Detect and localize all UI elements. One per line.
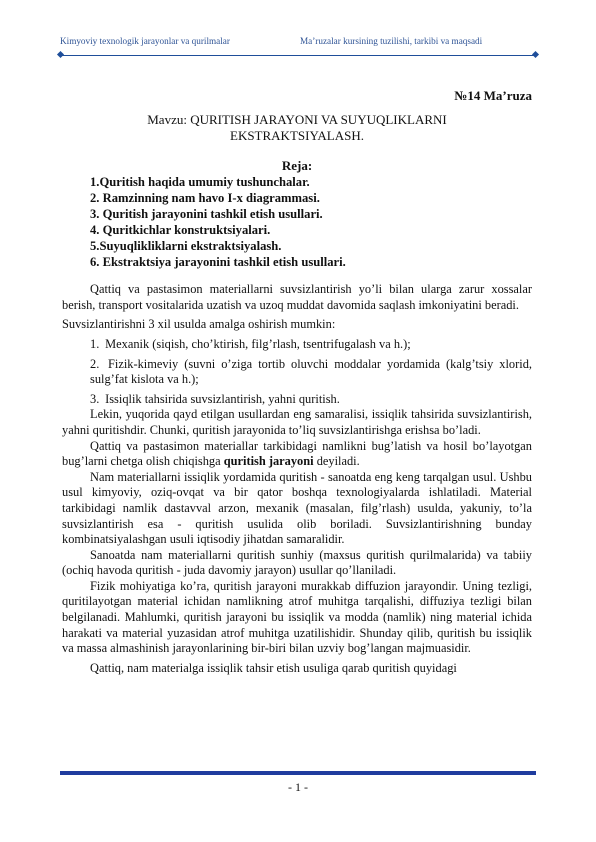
header-left-title: Kimyoviy texnologik jarayonlar va qurilmalar (60, 36, 230, 46)
paragraph-text: Qattiq va pastasimon materiallar tarkibidagi namlikni bug’latish va hosil bo’layotgan bug’larni chetga olish chiqishga (62, 438, 532, 469)
plan-item: 4. Quritkichlar konstruktsiyalari. (90, 223, 271, 238)
plan-item: 3. Quritish jarayonini tashkil etish usullari. (90, 207, 323, 222)
topic-line-1: Mavzu: QURITISH JARAYONI VA SUYUQLIKLARNI (147, 111, 447, 127)
header-rule-end-right (532, 51, 539, 58)
term-highlight: quritish jarayoni (223, 454, 314, 469)
method-item (62, 392, 532, 408)
method-item (62, 357, 532, 388)
plan-item: 5.Suyuqlikliklarni ekstraktsiyalash. (90, 239, 282, 254)
method-text: Mexanik (siqish, cho’ktirish, filg’rlash, tsentrifugalash va h.); (105, 336, 411, 351)
header-right-title: Ma’ruzalar kursining tuzilishi, tarkibi va maqsadi (300, 36, 483, 46)
paragraph: Nam materiallarni issiqlik yordamida quritish - sanoatda eng keng tarqalgan usul. Ushbu usul kimyoviy, oziq-ovqat va bir qator boshqa texnologiyalarda ishlatiladi. Material tarkibidagi namlik dastavval arzon, mexanik (masalan, filg’rlash) usulda, yakuniy, to’la suvsizlantirish esa - quritish usulida olib boriladi. Suvsizlantirishning bunday kombinatsiyalashgan usuli iqtisodiy jihatdan samaralidir. (62, 469, 532, 547)
footer-rule (60, 771, 536, 775)
paragraph: Suvsizlantirishni 3 xil usulda amalga oshirish mumkin: (62, 317, 336, 332)
paragraph (62, 439, 532, 470)
plan-title: Reja: (281, 157, 313, 173)
method-text: Fizik-kimeviy (suvni o’ziga tortib oluvchi moddalar yordamida (kalg’tsiy xlorid, sulg’fat kislota va h.); (90, 356, 532, 387)
method-item (62, 337, 532, 353)
header-rule (60, 55, 536, 56)
topic-line-2: EKSTRAKTSIYALASH. (230, 127, 364, 143)
paragraph: Lekin, yuqorida qayd etilgan usullardan eng samaralisi, issiqlik tahsirida suvsizlantirish, yahni quritishdir. Chunki, quritish jarayonida to’liq suvsizlantirishga erishsa bo’ladi. (62, 407, 532, 437)
lecture-topic (62, 112, 532, 144)
paragraph: Sanoatda nam materiallarni quritish sunhiy (maxsus quritish qurilmalarida) va tabiiy (ochiq havoda quritish - juda davomiy jarayon) usullar qo’llaniladi. (62, 547, 532, 578)
paragraph: Fizik mohiyatiga ko’ra, quritish jarayoni murakkab diffuzion jarayondir. Uning tezligi, quritilayotgan material ichidan namlikning atrof muhitga tarqalishi, diffuziya tezligi bilan belgilanadi. Mahlumki, quritish jarayoni bu issiqlik va modda (namlik) ning material ichida harakati va material yuzasidan atrof muhitga uzatilishidir. Shunday qilib, quritish bu issiqlik va massa almashinish jarayonlarining bir-biri bilan uzviy bog’langan majmuasidir. (62, 578, 532, 656)
method-number: 1. (90, 336, 100, 351)
plan-item: 2. Ramzinning nam havo I-x diagrammasi. (90, 191, 320, 206)
plan-item: 1.Quritish haqida umumiy tushunchalar. (90, 175, 310, 190)
page-number: - 1 - (288, 780, 308, 794)
method-number: 2. (90, 356, 100, 371)
header-rule-end-left (57, 51, 64, 58)
running-header (60, 36, 536, 50)
paragraph: Qattiq va pastasimon materiallarni suvsizlantirish yo’li bilan ularga zarur xossalar berish, transport vositalarida uzatish va uzoq muddat davomida saqlash imkoniyatini beradi. (62, 282, 532, 312)
document-body (62, 88, 532, 676)
paragraph-text: deyiladi. (313, 454, 360, 469)
paragraph: Qattiq, nam materialga issiqlik tahsir etish usuliga qarab quritish quyidagi (90, 660, 457, 675)
plan-item: 6. Ekstraktsiya jarayonini tashkil etish usullari. (90, 255, 346, 270)
lecture-number: №14 Ma’ruza (454, 88, 532, 103)
plan-list (62, 174, 532, 270)
method-text: Issiqlik tahsirida suvsizlantirish, yahni quritish. (105, 391, 340, 406)
method-number: 3. (90, 391, 100, 406)
